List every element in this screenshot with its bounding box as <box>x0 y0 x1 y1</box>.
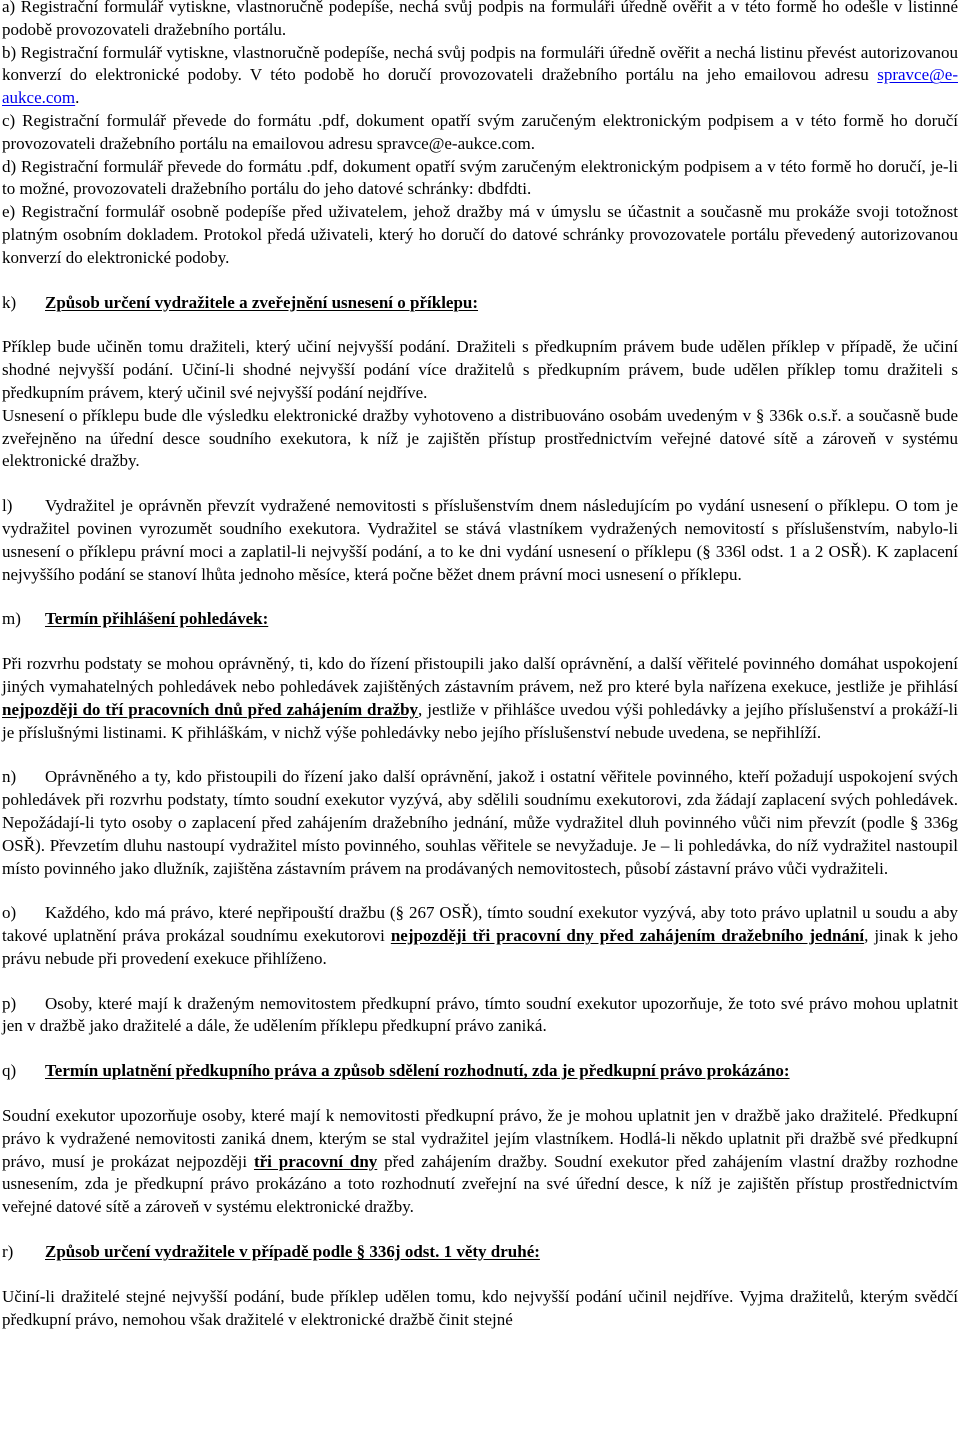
option-d: d) Registrační formulář převede do formátu .pdf, dokument opatří svým zaručeným elektronickým podpisem a v této formě ho doručí, je-li to možné, provozovateli dražebního portálu do jeho datové schránky: dbdfdti. <box>2 156 958 199</box>
section-m-mark: m) <box>2 609 21 629</box>
section-n-mark: n) <box>2 767 17 787</box>
section-o-deadline: nejpozději tři pracovní dny před zahájením dražebního jednání <box>390 926 865 946</box>
option-a: a) Registrační formulář vytiskne, vlastnoručně podepíše, nechá svůj podpis na formuláři úředně ověřit a v této formě ho odešle v listinné podobě provozovateli dražebního portálu. <box>2 0 958 39</box>
section-m-heading <box>2 608 958 631</box>
section-o-text-1: Každého, kdo má právo, které nepřipouští dražbu (§ 267 OSŘ), tímto soudní exekutor vyzývá, aby toto právo uplatnil u soudu a aby takové uplatnění práva prokázal soudnímu exekutorovi <box>2 903 958 946</box>
section-q-title: Termín uplatnění předkupního práva a způsob sdělení rozhodnutí, zda je předkupní právo prokázáno: <box>45 1061 790 1081</box>
section-r-paragraph: Učiní-li dražitelé stejné nejvyšší podání, bude příklep udělen tomu, kdo nejvyšší podání učinil nejdříve. Vyjma dražitelů, kterým svědčí předkupní právo, nemohou však dražitelé v elektronické dražbě činit stejné <box>2 1286 958 1329</box>
section-k-paragraph-1: Příklep bude učiněn tomu dražiteli, který učiní nejvyšší podání. Dražiteli s předkupním právem bude udělen příklep v případě, že učiní shodné nejvyšší podání. Učiní-li shodné nejvyšší podání více dražitelů s předkupním právem, bude udělen příklep tomu dražiteli s předkupním právem, který učinil své nejvyšší podání nejdříve. <box>2 337 958 402</box>
section-k-paragraph-2: Usnesení o příklepu bude dle výsledku elektronické dražby vyhotoveno a distribuováno osobám uvedeným v § 336k o.s.ř. a současně bude zveřejněno na úřední desce soudního exekutora, k níž je zajištěn přístup prostřednictvím veřejné datové sítě a zároveň v systému elektronické dražby. <box>2 405 958 471</box>
section-m-deadline: nejpozději do tří pracovních dnů před zahájením dražby <box>2 699 419 719</box>
section-m-title: Termín přihlášení pohledávek: <box>45 609 269 629</box>
section-q-text-2: před zahájením dražby. Soudní exekutor před zahájením vlastní dražby rozhodne usnesením, zda je předkupní právo prokázáno a toto rozhodnutí zveřejní na své úřední desce, k níž je zajištěn přístup prostřednictvím veřejné datové sítě a zároveň v systému elektronické dražby. <box>2 1151 958 1217</box>
section-r-mark: r) <box>2 1242 14 1262</box>
section-k-title: Způsob určení vydražitele a zveřejnění usnesení o příklepu: <box>45 292 479 312</box>
section-k-heading <box>2 292 958 315</box>
section-q-text-1: Soudní exekutor upozorňuje osoby, které mají k nemovitosti předkupní právo, že je mohou uplatnit jen v dražbě jako dražitelé. Předkupní právo k vydražené nemovitosti zaniká dnem, kterým se stal vydražitel jejím vlastníkem. Hodlá-li někdo uplatnit při dražbě své předkupní právo, musí je prokázat nejpozději <box>2 1106 958 1171</box>
section-o-mark: o) <box>2 903 17 923</box>
section-o-text-2: , jinak k jeho právu nebude při provedení exekuce přihlíženo. <box>2 926 958 968</box>
option-c: c) Registrační formulář převede do formátu .pdf, dokument opatří svým zaručeným elektronickým podpisem a v této formě ho doručí provozovateli dražebního portálu na emailovou adresu spravce@e-aukce.com. <box>2 110 958 153</box>
document-page <box>2 0 958 1331</box>
option-b <box>2 42 958 110</box>
section-m-paragraph <box>2 653 958 744</box>
section-r-title: Způsob určení vydražitele v případě podle § 336j odst. 1 věty druhé: <box>45 1242 540 1262</box>
section-q-deadline: tři pracovní dny <box>253 1151 378 1171</box>
section-r-heading <box>2 1241 958 1264</box>
option-b-end: . <box>75 88 80 108</box>
section-p-mark: p) <box>2 993 17 1013</box>
section-l-mark: l) <box>2 496 13 516</box>
section-l-text: Vydražitel je oprávněn převzít vydražené nemovitosti s příslušenstvím dnem následujícím po vydání usnesení o příklepu. O tom je vydražitel povinen vyrozumět soudního exekutora. Vydražitel se stává vlastníkem vydražených nemovitostí s příslušenstvím, nabylo-li usnesení o příklepu právní moci a zaplatil-li nejvyšší podání, a to ke dni vydání usnesení o příklepu (§ 336l odst. 1 a 2 OSŘ). K zaplacení nejvyššího podání se stanoví lhůta jednoho měsíce, která počne běžet dnem právní moci usnesení o příklepu. <box>2 496 958 584</box>
section-n-text: Oprávněného a ty, kdo přistoupili do řízení jako další oprávnění, jakož i ostatní věřitele povinného, kteří požadují uspokojení svých pohledávek při rozvrhu podstaty, tímto soudní exekutor vyzývá, aby sdělili soudnímu exekutorovi, zda žádají zaplacení svých pohledávek. Nepožádají-li tyto osoby o zaplacení před zahájením dražebního jednání, může vydražitel dluh povinného vůči nim převzít (podle § 336g OSŘ). Převzetím dluhu nastoupí vydražitel místo povinného, souhlas věřitele se nevyžaduje. Je – li pohledávka, do níž vydražitel nastoupil místo povinného jako dlužník, zajištěna zástavním právem na prodávaných nemovitostech, působí zástavní právo vůči vydražiteli. <box>2 767 958 878</box>
section-p <box>2 993 958 1039</box>
email-link[interactable]: spravce@e-aukce.com <box>2 65 958 108</box>
section-m-text-1: Při rozvrhu podstaty se mohou oprávněný, ti, kdo do řízení přistoupili jako další oprávnění, a další věřitelé povinného domáhat uspokojení jiných vymahatelných pohledávek nebo pohledávek zajištěných zástavním právem, než pro které byla nařízena exekuce, jestliže je přihlásí <box>2 654 958 696</box>
section-n <box>2 766 958 880</box>
option-b-text: b) Registrační formulář vytiskne, vlastnoručně podepíše, nechá svůj podpis na formuláři úředně ověřit a nechá listinu převést autorizovanou konverzí do elektronické podoby. V této podobě ho doručí provozovateli dražebního portálu na jeho emailovou adresu <box>2 42 958 85</box>
section-k-mark: k) <box>2 292 17 312</box>
section-q-heading <box>2 1060 958 1083</box>
section-q-mark: q) <box>2 1061 17 1081</box>
section-o <box>2 902 958 970</box>
section-l <box>2 495 958 586</box>
section-q-paragraph <box>2 1105 958 1219</box>
section-m-text-2: , jestliže v přihlášce uvedou výši pohledávky a jejího příslušenství a prokáží-li je příslušnými listinami. K přihláškám, v nichž výše pohledávky nebo jejího příslušenství nebude uvedena, se nepřihlíží. <box>2 699 959 742</box>
option-e: e) Registrační formulář osobně podepíše před uživatelem, jehož dražby má v úmyslu se účastnit a současně mu prokáže svoji totožnost platným osobním dokladem. Protokol předá uživateli, který ho doručí do datové schránky provozovatele portálu převedený autorizovanou konverzí do elektronické podoby. <box>2 202 958 267</box>
section-p-text: Osoby, které mají k draženým nemovitostem předkupní právo, tímto soudní exekutor upozorňuje, že toto své právo mohou uplatnit jen v dražbě jako dražitelé a dále, že udělením příklepu předkupní právo zaniká. <box>2 993 958 1036</box>
